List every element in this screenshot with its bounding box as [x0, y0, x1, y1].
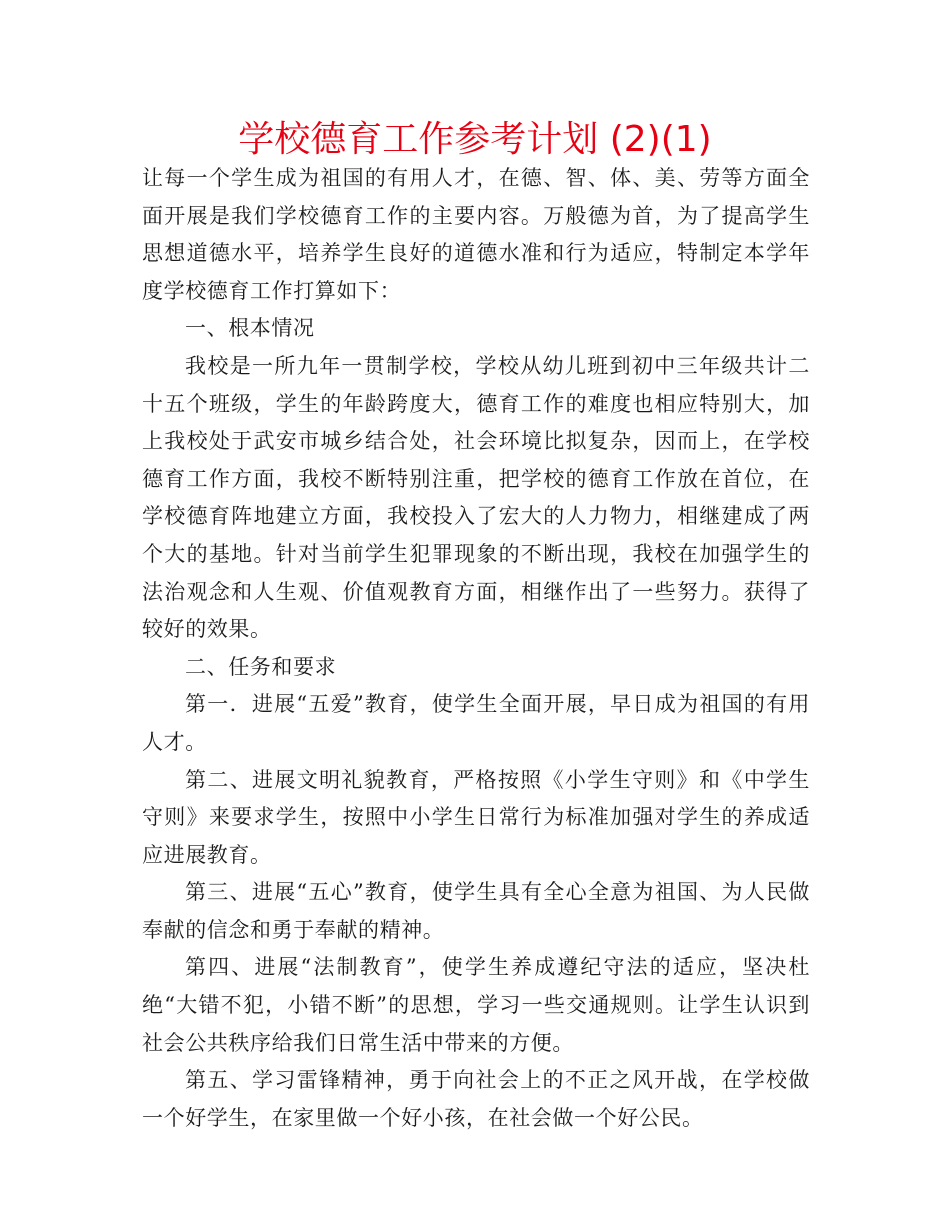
section-heading-basic-situation: 一、根本情况 — [185, 316, 315, 341]
section-heading-tasks: 二、任务和要求 — [185, 654, 337, 679]
paragraph-task-2: 第二、进展文明礼貌教育，严格按照《小学生守则》和《中学生守则》来要求学生，按照中小学生日常行为标准加强对学生的养成适应进展教育。 — [142, 767, 810, 867]
document-title: 学校德育工作参考计划 (2)(1) — [238, 119, 712, 160]
document-body — [142, 160, 810, 1137]
paragraph-task-3: 第三、进展“五心”教育，使学生具有全心全意为祖国、为人民做奉献的信念和勇于奉献的精神。 — [142, 880, 810, 942]
paragraph-task-4: 第四、进展“法制教育”，使学生养成遵纪守法的适应，坚决杜绝“大错不犯，小错不断”的思想，学习一些交通规则。让学生认识到社会公共秩序给我们日常生活中带来的方便。 — [142, 955, 810, 1055]
paragraph-task-5: 第五、学习雷锋精神，勇于向社会上的不正之风开战，在学校做一个好学生，在家里做一个好小孩，在社会做一个好公民。 — [142, 1068, 810, 1130]
paragraph-task-1: 第一．进展“五爱”教育，使学生全面开展，早日成为祖国的有用人才。 — [142, 692, 810, 754]
paragraph-intro: 让每一个学生成为祖国的有用人才，在德、智、体、美、劳等方面全面开展是我们学校德育工作的主要内容。万般德为首，为了提高学生思想道德水平，培养学生良好的道德水准和行为适应，特制定本学年度学校德育工作打算如下： — [142, 166, 810, 303]
paragraph-basic-situation: 我校是一所九年一贯制学校，学校从幼儿班到初中三年级共计二十五个班级，学生的年龄跨度大，德育工作的难度也相应特别大，加上我校处于武安市城乡结合处，社会环境比拟复杂，因而上，在学校德育工作方面，我校不断特别注重，把学校的德育工作放在首位，在学校德育阵地建立方面，我校投入了宏大的人力物力，相继建成了两个大的基地。针对当前学生犯罪现象的不断出现，我校在加强学生的法治观念和人生观、价值观教育方面，相继作出了一些努力。获得了较好的效果。 — [142, 353, 810, 642]
